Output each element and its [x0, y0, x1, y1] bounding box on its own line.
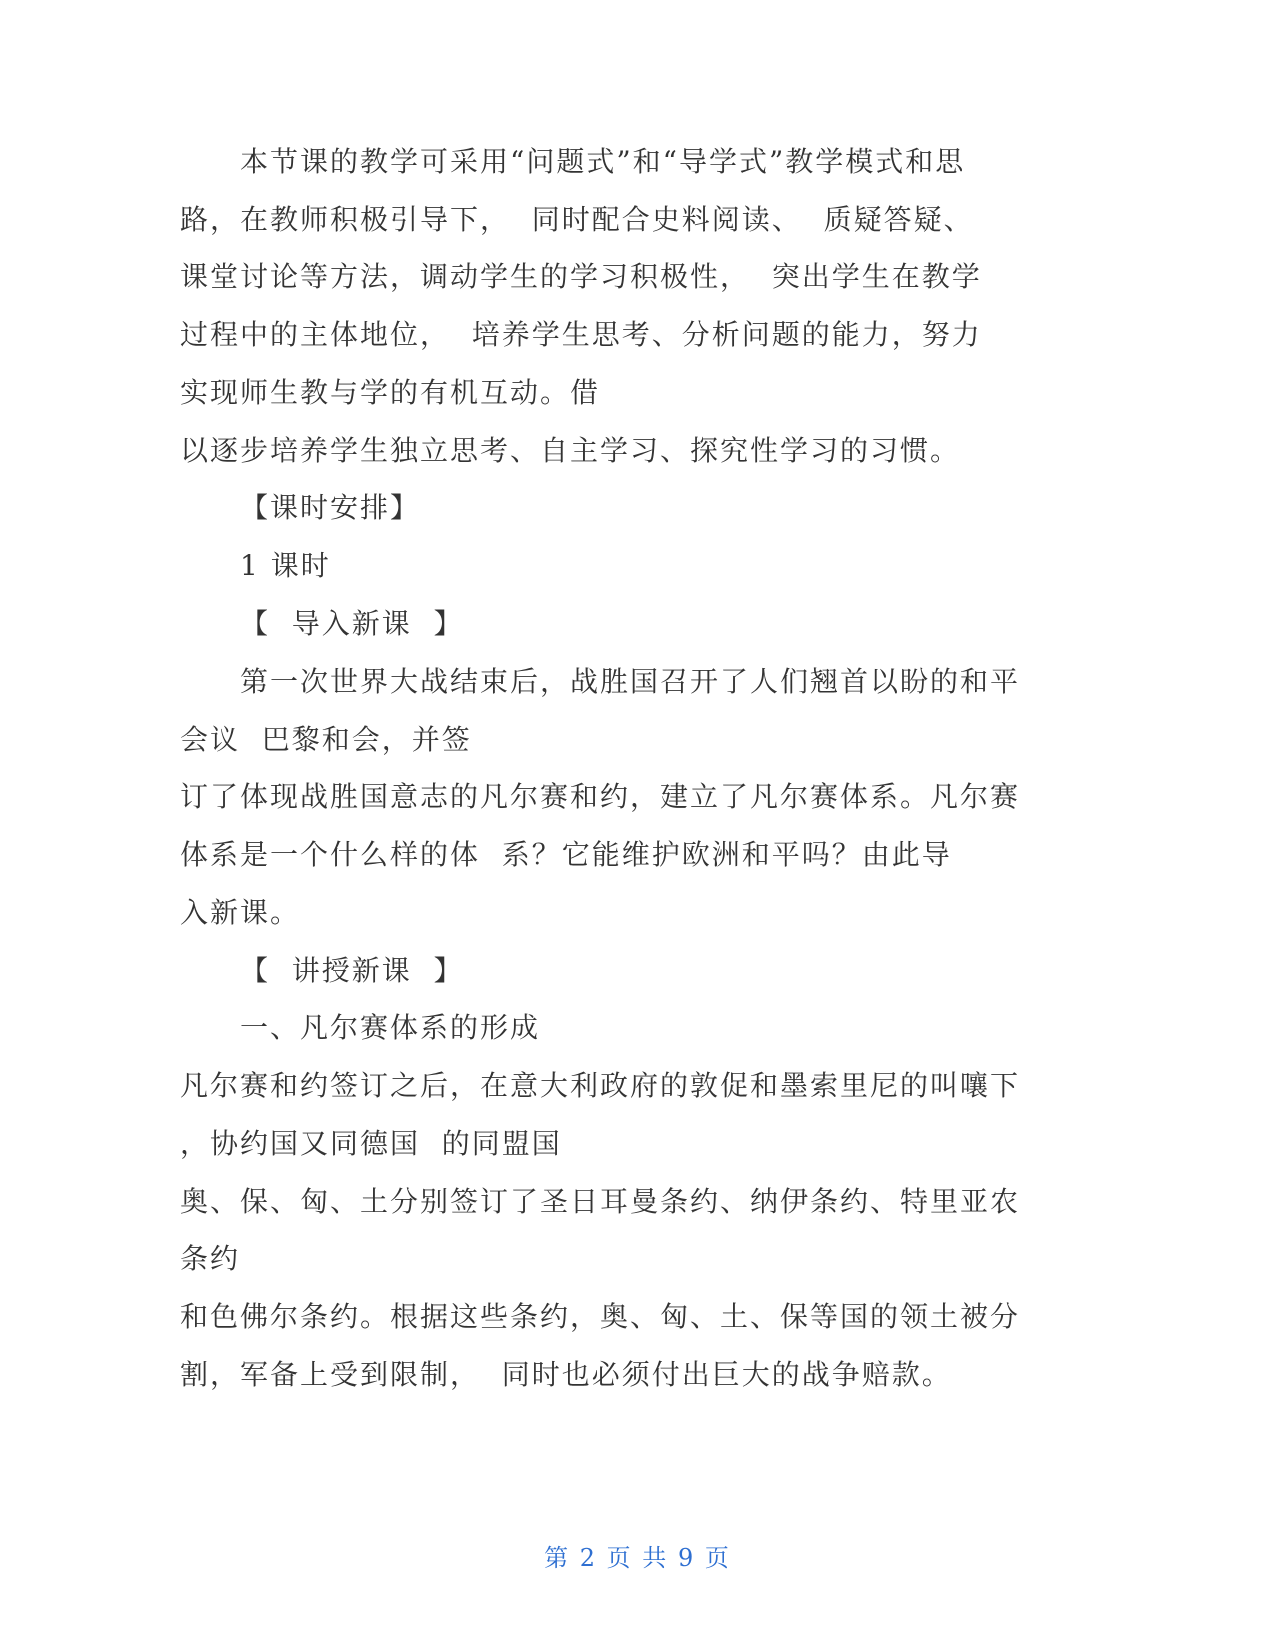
- paragraph-line-13: 体系是一个什么样的体 系？它能维护欧洲和平吗？由此导: [180, 838, 952, 871]
- subheading-versailles-formation: 一、凡尔赛体系的形成: [240, 1011, 541, 1044]
- schedule-value: 1 课时: [240, 549, 331, 582]
- section-heading-lecture: 【 讲授新课 】: [240, 954, 464, 987]
- paragraph-line-19: 奥、保、匈、土分别签订了圣日耳曼条约、纳伊条约、特里亚农: [180, 1185, 1021, 1218]
- paragraph-line-1: 本节课的教学可采用“问题式”和“导学式”教学模式和思: [240, 145, 966, 178]
- paragraph-line-20: 条约: [180, 1242, 241, 1275]
- section-heading-intro: 【 导入新课 】: [240, 607, 464, 640]
- paragraph-line-2: 路，在教师积极引导下， 同时配合史料阅读、 质疑答疑、: [180, 203, 974, 236]
- paragraph-line-14: 入新课。: [180, 896, 301, 929]
- paragraph-line-6: 以逐步培养学生独立思考、自主学习、探究性学习的习惯。: [180, 434, 961, 467]
- paragraph-line-3: 课堂讨论等方法，调动学生的学习积极性， 突出学生在教学: [180, 260, 982, 293]
- paragraph-line-11: 会议 巴黎和会，并签: [180, 723, 472, 756]
- paragraph-line-21: 和色佛尔条约。根据这些条约，奥、匈、土、保等国的领土被分: [180, 1300, 1021, 1333]
- paragraph-line-4: 过程中的主体地位， 培养学生思考、分析问题的能力，努力: [180, 318, 982, 351]
- paragraph-line-12: 订了体现战胜国意志的凡尔赛和约，建立了凡尔赛体系。凡尔赛: [180, 780, 1021, 813]
- paragraph-line-10: 第一次世界大战结束后，战胜国召开了人们翘首以盼的和平: [240, 665, 1021, 698]
- paragraph-line-22: 割，军备上受到限制， 同时也必须付出巨大的战争赔款。: [180, 1358, 952, 1391]
- paragraph-line-18: ，协约国又同德国 的同盟国: [180, 1127, 562, 1160]
- section-heading-schedule: 【课时安排】: [240, 491, 421, 524]
- paragraph-line-17: 凡尔赛和约签订之后，在意大利政府的敦促和墨索里尼的叫嚷下: [180, 1069, 1021, 1102]
- paragraph-line-5: 实现师生教与学的有机互动。借: [180, 376, 601, 409]
- page-number-footer: 第 2 页 共 9 页: [544, 1544, 731, 1572]
